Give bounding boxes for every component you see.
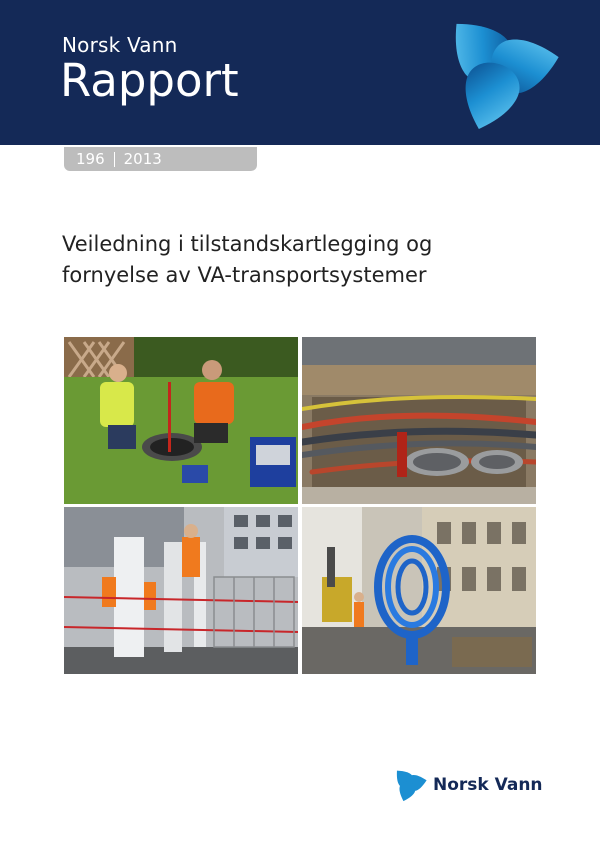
title-line-2: fornyelse av VA-transportsystemer <box>62 263 427 287</box>
cover-photo-grid <box>64 337 536 674</box>
photo-manhole-inspection <box>64 337 298 504</box>
header-band <box>0 0 600 145</box>
report-title <box>62 229 562 291</box>
title-line-1: Veiledning i tilstandskartlegging og <box>62 232 433 256</box>
series-name: Norsk Vann <box>62 33 178 57</box>
report-number: 196 <box>76 150 105 168</box>
report-year: 2013 <box>123 150 162 168</box>
norsk-vann-footer-logo-icon <box>389 765 429 805</box>
report-number-tab <box>64 147 257 171</box>
photo-pipe-reel-street <box>302 507 536 674</box>
norsk-vann-logo-icon <box>420 14 590 164</box>
footer-logo-text: Norsk Vann <box>433 775 543 795</box>
photo-pipe-excavation <box>302 337 536 504</box>
photo-street-works <box>64 507 298 674</box>
document-type: Rapport <box>60 54 239 107</box>
